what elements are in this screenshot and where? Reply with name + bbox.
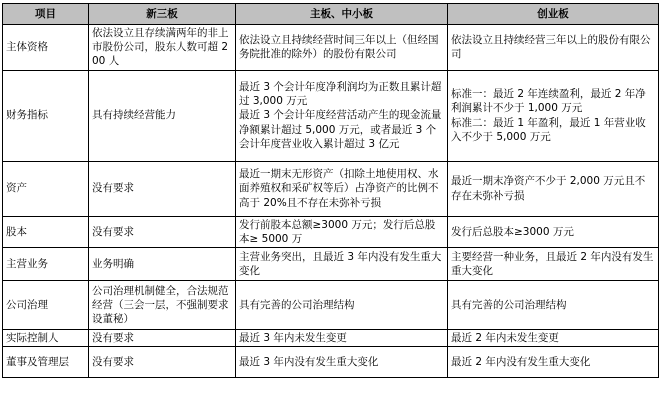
table-row: [3, 280, 659, 329]
cell-neeq: 没有要求: [89, 161, 236, 216]
cell-main-board: 具有完善的公司治理结构: [236, 280, 448, 329]
cell-gem-board: 最近 2 年内未发生变更: [448, 329, 659, 346]
row-label: 公司治理: [3, 280, 89, 329]
row-label: 资产: [3, 161, 89, 216]
row-label: 董事及管理层: [3, 347, 89, 378]
cell-neeq: 没有要求: [89, 347, 236, 378]
row-label: 主营业务: [3, 247, 89, 280]
row-label: 财务指标: [3, 70, 89, 161]
header-gem-board: 创业板: [448, 4, 659, 25]
cell-gem-board: 具有完善的公司治理结构: [448, 280, 659, 329]
table-row: [3, 25, 659, 71]
comparison-table: [2, 3, 659, 378]
cell-gem-board: 发行后总股本≥3000 万元: [448, 216, 659, 247]
table-row: [3, 247, 659, 280]
row-label: 主体资格: [3, 25, 89, 71]
row-label: 股本: [3, 216, 89, 247]
table-row: [3, 347, 659, 378]
header-item: 项目: [3, 4, 89, 25]
cell-neeq: 依法设立且存续满两年的非上市股份公司，股东人数可超 200 人: [89, 25, 236, 71]
cell-gem-board: 依法设立且持续经营三年以上的股份有限公司: [448, 25, 659, 71]
cell-main-board: 最近 3 年内未发生变更: [236, 329, 448, 346]
header-main-board: 主板、中小板: [236, 4, 448, 25]
row-label: 实际控制人: [3, 329, 89, 346]
cell-main-board: 主营业务突出，且最近 3 年内没有发生重大变化: [236, 247, 448, 280]
header-neeq: 新三板: [89, 4, 236, 25]
cell-neeq: 业务明确: [89, 247, 236, 280]
table-header-row: [3, 4, 659, 25]
cell-main-board: 最近一期末无形资产（扣除土地使用权、水面养殖权和采矿权等后）占净资产的比例不高于 20%且不存在未弥补亏损: [236, 161, 448, 216]
table-row: [3, 329, 659, 346]
cell-main-board: 最近 3 年内没有发生重大变化: [236, 347, 448, 378]
cell-main-board: 依法设立且持续经营时间三年以上（但经国务院批准的除外）的股份有限公司: [236, 25, 448, 71]
cell-gem-board: 最近一期末净资产不少于 2,000 万元且不存在未弥补亏损: [448, 161, 659, 216]
cell-neeq: 具有持续经营能力: [89, 70, 236, 161]
cell-gem-board: 最近 2 年内没有发生重大变化: [448, 347, 659, 378]
table-row: [3, 70, 659, 161]
cell-main-board: 最近 3 个会计年度净利润均为正数且累计超过 3,000 万元 最近 3 个会计年度经营活动产生的现金流量净额累计超过 5,000 万元，或者最近 3 个会计年度营业收入累计超过 3 亿元: [236, 70, 448, 161]
table-row: [3, 161, 659, 216]
cell-neeq: 没有要求: [89, 216, 236, 247]
cell-main-board: 发行前股本总额≥3000 万元；发行后总股本≥ 5000 万: [236, 216, 448, 247]
cell-gem-board: 主要经营一种业务，且最近 2 年内没有发生重大变化: [448, 247, 659, 280]
cell-gem-board: 标准一：最近 2 年连续盈利，最近 2 年净利润累计不少于 1,000 万元 标准二：最近 1 年盈利，最近 1 年营业收入不少于 5,000 万元: [448, 70, 659, 161]
table-row: [3, 216, 659, 247]
cell-neeq: 没有要求: [89, 329, 236, 346]
cell-neeq: 公司治理机制健全，合法规范经营（三会一层，不强制要求设董秘）: [89, 280, 236, 329]
